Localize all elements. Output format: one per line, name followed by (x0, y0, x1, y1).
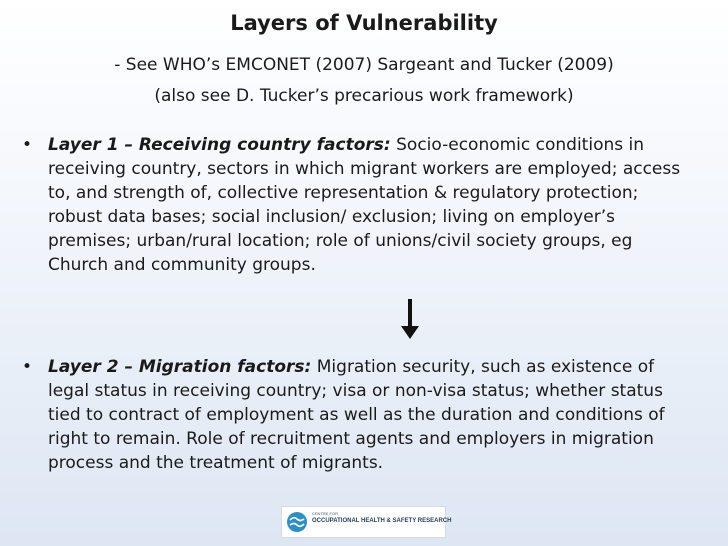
bullet-text: Socio-economic conditions in receiving country, sectors in which migrant workers are employed; access to, and strength of, collective representation & regulatory protection; robust data bases; social inclusion/ exclusion; living on employer’s premises; urban/rural location; role of unions/civil society groups, eg Church and community groups. (48, 135, 681, 275)
bullet-layer-1 (22, 133, 688, 277)
subtitle-line-1: - See WHO’s EMCONET (2007) Sargeant and Tucker (2009) (114, 55, 614, 75)
bullet-heading: Layer 1 – Receiving country factors (48, 135, 384, 155)
bullet-separator: : (304, 357, 312, 377)
bullet-separator: : (383, 135, 391, 155)
ohs-research-logo (281, 506, 452, 538)
bullet-layer-2 (22, 355, 688, 475)
logo-small-text: CENTRE FOR (312, 511, 338, 516)
bullet-marker: • (22, 357, 33, 377)
logo-main-text: OCCUPATIONAL HEALTH & SAFETY RESEARCH (312, 518, 452, 524)
globe-icon (286, 511, 308, 533)
down-arrow-icon (399, 298, 421, 340)
bullet-text: Migration security, such as existence of legal status in receiving country; visa or non-visa status; whether status tied to contract of employment as well as the duration and conditions of right to remain. Role of recruitment agents and employers in migration process and the treatment of migrants. (48, 357, 665, 473)
slide-title: Layers of Vulnerability (230, 11, 498, 35)
bullet-marker: • (22, 135, 33, 155)
subtitle-line-2: (also see D. Tucker’s precarious work framework) (154, 86, 574, 106)
slide-subtitle (0, 50, 728, 112)
bullet-heading: Layer 2 – Migration factors (48, 357, 305, 377)
